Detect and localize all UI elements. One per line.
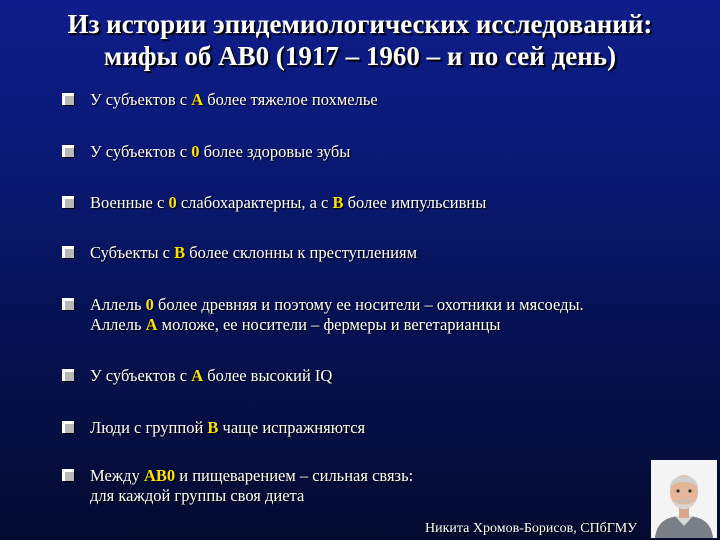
slide-title xyxy=(0,8,720,72)
title-line-2: мифы об АВ0 (1917 – 1960 – и по сей день) xyxy=(103,41,617,71)
checkbox-bullet-icon xyxy=(62,246,74,258)
checkbox-bullet-icon xyxy=(62,469,74,481)
portrait-icon xyxy=(651,460,717,538)
author-caption: Никита Хромов-Борисов, СПбГМУ xyxy=(425,521,638,536)
checkbox-bullet-icon xyxy=(62,298,74,310)
title-line-1: Из истории эпидемиологических исследований: xyxy=(67,9,653,39)
checkbox-bullet-icon xyxy=(62,145,74,157)
author-photo xyxy=(651,460,717,538)
checkbox-bullet-icon xyxy=(62,421,74,433)
checkbox-bullet-icon xyxy=(62,369,74,381)
checkbox-bullet-icon xyxy=(62,196,74,208)
checkbox-bullet-icon xyxy=(62,93,74,105)
